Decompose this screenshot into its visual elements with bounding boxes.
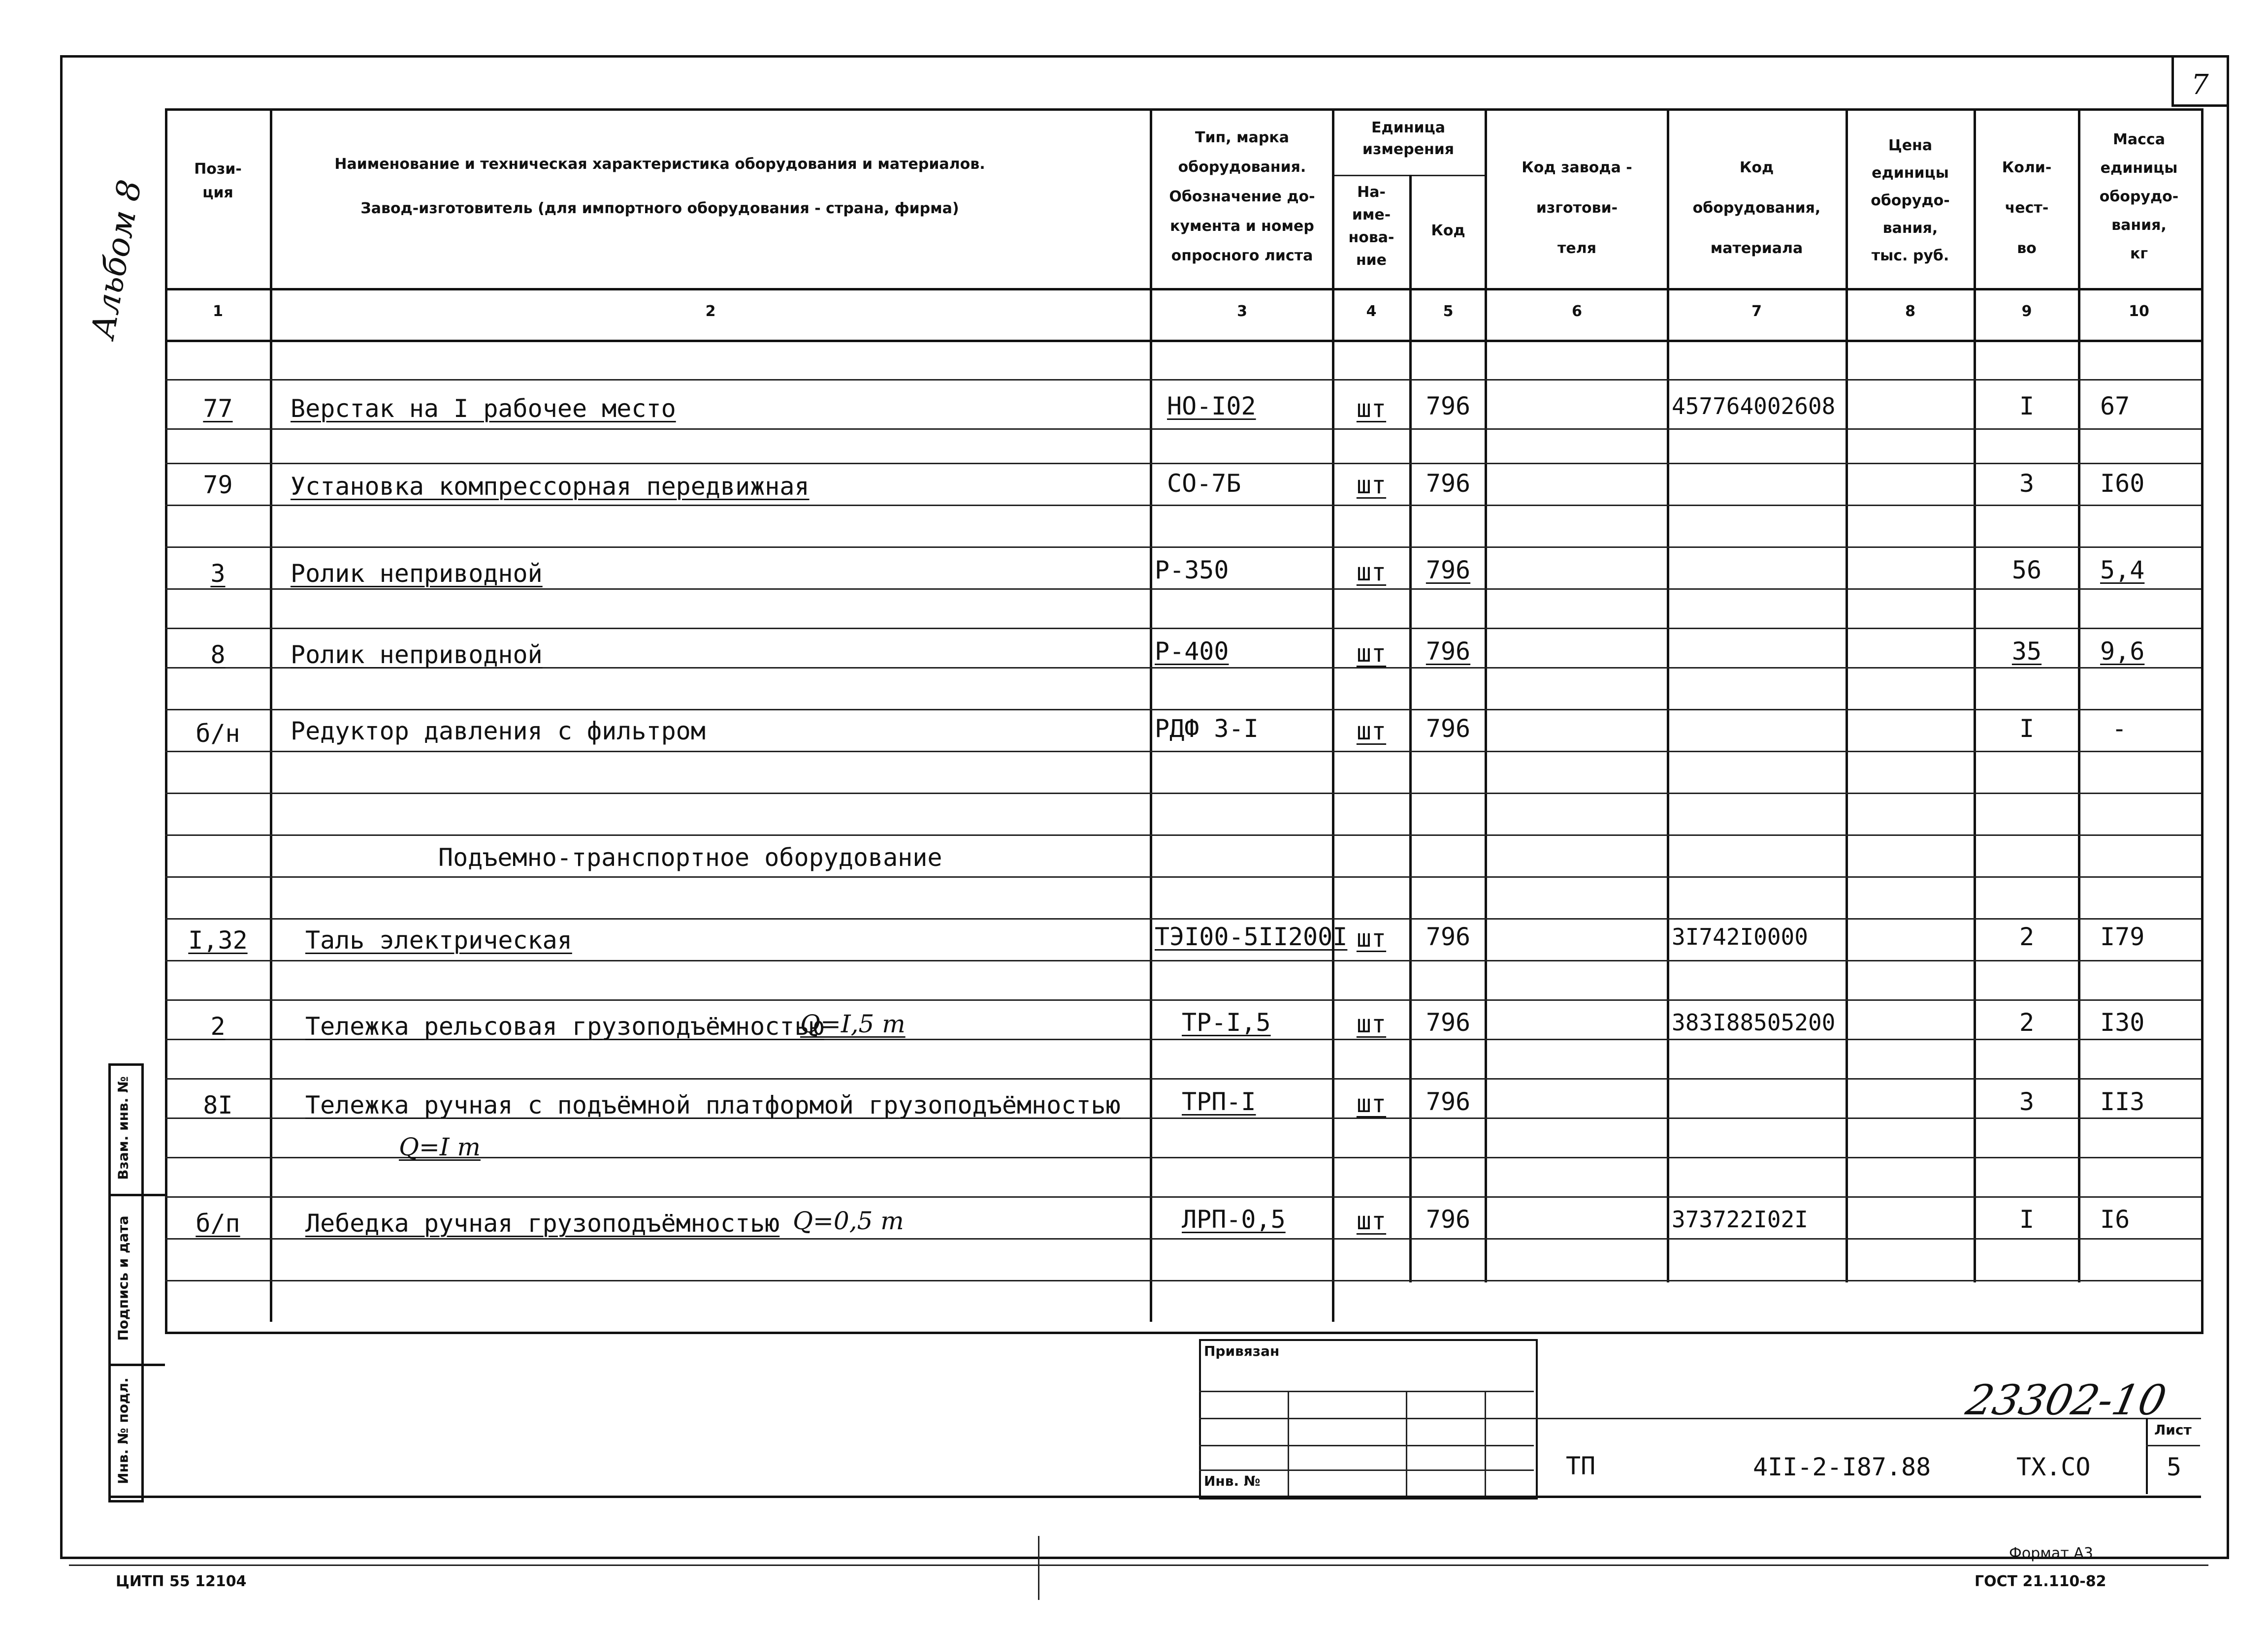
row-type: НО-I02 [1167,392,1256,420]
row-name: Лебедка ручная грузоподъёмностью [305,1209,780,1238]
row-name: Редуктор давления с фильтром [291,717,706,745]
row-mass: I6 [2100,1205,2130,1234]
row-unit: шт [1356,639,1387,668]
col-number-10: 10 [2129,303,2149,320]
row-name: Таль электрическая [305,926,572,955]
side-stamp-original-inv: Инв. № подл. [115,1377,131,1484]
row-name: Тележка ручная с подъёмной платформой грузоподъёмностью [305,1091,1121,1119]
row-position: б/н [195,719,240,748]
header-price: Цена единицы оборудо- вания, тыс. руб. [1871,137,1950,264]
row-equipment-code: 373722I02I [1672,1206,1808,1233]
header-mass: Масса единицы оборудо- вания, кг [2099,131,2179,262]
sheet-label: Лист [2154,1422,2192,1438]
header-name-line1: Наименование и техническая характеристика оборудования и материалов. [334,156,985,173]
title-block-tp: ТП [1566,1452,1596,1480]
row-position: 77 [203,394,233,423]
album-label: Альбом 8 [84,177,149,342]
row-position: 79 [203,471,233,499]
row-position: I,32 [188,926,248,955]
title-block-doc-code: ТХ.СО [2016,1453,2091,1481]
col-number-8: 8 [1905,303,1915,320]
row-unit-code: 796 [1426,923,1471,951]
row-unit: шт [1356,1207,1387,1235]
header-equipment-code: Код оборудования, материала [1692,159,1821,257]
binding-stamp-title: Привязан [1204,1343,1280,1359]
col-number-5: 5 [1443,303,1454,320]
side-stamp-signature-date: Подпись и дата [115,1215,131,1341]
sheet-number: 5 [2166,1453,2182,1481]
row-unit: шт [1356,1089,1387,1118]
section-title: Подъемно-транспортное оборудование [438,843,942,872]
row-name-capacity: Q=I т [399,1133,481,1161]
cut-line [69,1564,2208,1566]
row-position: 8 [210,640,226,669]
row-unit: шт [1356,717,1387,745]
row-mass: 5,4 [2100,556,2145,584]
row-mass: I60 [2100,469,2145,498]
row-name: Верстак на I рабочее место [291,394,676,423]
row-position: 2 [210,1012,226,1041]
col-number-9: 9 [2021,303,2032,320]
header-factory-code: Код завода - изготови- теля [1522,159,1632,257]
row-type: ТР-I,5 [1182,1008,1271,1037]
header-name-line2: Завод-изготовитель (для импортного оборудования - страна, фирма) [360,200,959,217]
col-number-6: 6 [1572,303,1582,320]
row-unit-code: 796 [1426,556,1471,584]
row-unit-code: 796 [1426,1008,1471,1037]
footer-gost: ГОСТ 21.110-82 [1975,1573,2106,1590]
row-unit-code: 796 [1426,714,1471,743]
col-number-3: 3 [1237,303,1247,320]
col-number-4: 4 [1366,303,1377,320]
row-name: Тележка рельсовая грузоподъёмностью [305,1012,824,1041]
row-type: ТЭI00-5II200I [1155,923,1348,951]
row-mass: I79 [2100,923,2145,951]
row-quantity: 35 [2011,637,2042,666]
row-type: СО-7Б [1167,469,1241,498]
row-type: ТРП-I [1182,1087,1256,1116]
row-position: 8I [203,1091,233,1119]
row-unit: шт [1356,1010,1387,1038]
row-mass: 9,6 [2100,637,2145,666]
col-number-1: 1 [213,303,223,320]
row-unit: шт [1356,924,1387,953]
row-equipment-code: 457764002608 [1672,393,1836,419]
row-name: Ролик неприводной [291,559,543,588]
col-number-2: 2 [705,303,716,320]
title-block-project-code: 4II-2-I87.88 [1753,1453,1931,1481]
row-name: Установка компрессорная передвижная [291,472,810,501]
footer-left: ЦИТП 55 12104 [116,1573,247,1590]
center-mark [1038,1536,1039,1600]
row-type: Р-350 [1155,556,1229,584]
row-type: ЛРП-0,5 [1182,1205,1286,1234]
header-unit-code: Код [1431,222,1465,239]
row-equipment-code: 383I88505200 [1672,1009,1836,1036]
header-position: Пози- ция [194,160,242,201]
row-unit-code: 796 [1426,392,1471,420]
header-unit-name: На- име- нова- ние [1348,184,1394,269]
row-quantity: 2 [2019,1008,2035,1037]
row-name: Ролик неприводной [291,640,543,669]
row-mass: - [2111,714,2127,743]
header-type: Тип, марка оборудования. Обозначение до- кумента и номер опросного листа [1169,129,1315,264]
row-quantity: I [2019,714,2035,743]
row-unit: шт [1356,394,1387,423]
handwritten-number: 23302-10 [1962,1376,2171,1424]
binding-stamp-inv: Инв. № [1204,1473,1261,1489]
row-unit-code: 796 [1426,469,1471,498]
row-position: 3 [210,559,226,588]
row-name-capacity: Q=0,5 т [793,1207,904,1235]
row-name-capacity: Q=I,5 т [800,1010,906,1038]
row-mass: 67 [2100,392,2130,420]
row-type: РДФ 3-I [1155,714,1259,743]
row-quantity: 2 [2019,923,2035,951]
row-mass: II3 [2100,1087,2145,1116]
row-unit: шт [1356,471,1387,499]
header-quantity: Коли- чест- во [2002,159,2052,257]
row-mass: I30 [2100,1008,2145,1037]
row-type: Р-400 [1155,637,1229,666]
row-unit-code: 796 [1426,1205,1471,1234]
row-unit: шт [1356,558,1387,586]
row-unit-code: 796 [1426,1087,1471,1116]
col-number-7: 7 [1751,303,1762,320]
footer-format: Формат А3 [2009,1545,2093,1562]
row-equipment-code: 3I742I0000 [1672,924,1808,950]
row-quantity: 3 [2019,1087,2035,1116]
row-quantity: I [2019,392,2035,420]
corner-sheet-number: 7 [2191,69,2209,101]
row-quantity: I [2019,1205,2035,1234]
stamp-top-line [108,1496,2201,1498]
header-unit-group: Единица измерения [1362,119,1455,158]
row-quantity: 56 [2011,556,2042,584]
row-unit-code: 796 [1426,637,1471,666]
side-stamp-replacement-inv: Взам. инв. № [115,1076,131,1180]
row-position: б/п [195,1209,240,1238]
row-quantity: 3 [2019,469,2035,498]
